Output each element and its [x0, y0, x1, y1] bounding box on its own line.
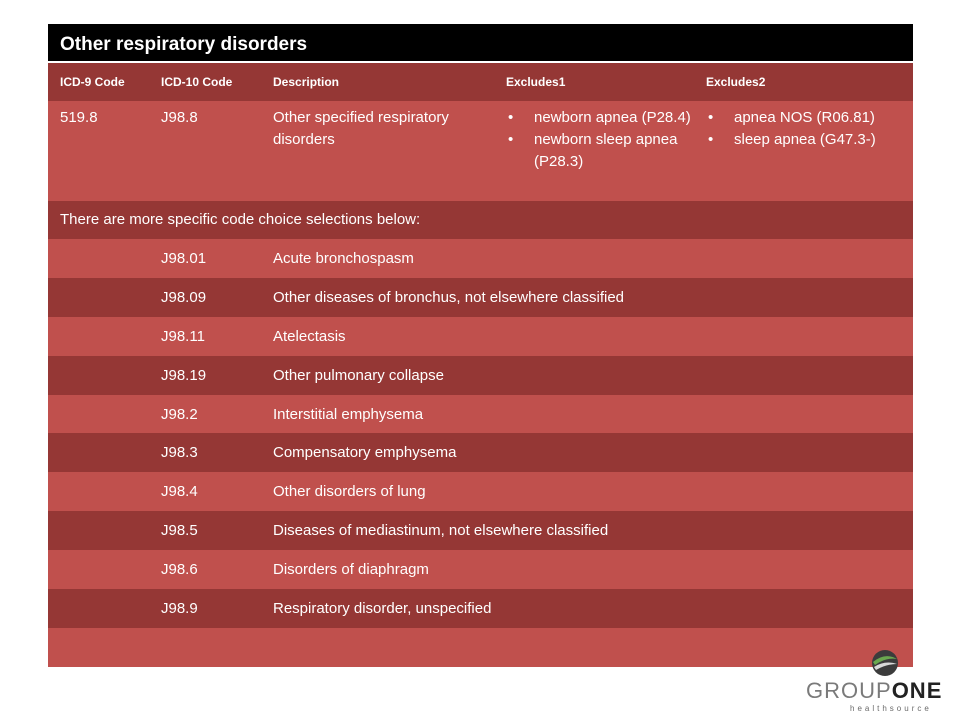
- row-code: J98.09: [161, 288, 207, 306]
- row-description: Other pulmonary collapse: [273, 366, 444, 384]
- logo-tagline: healthsource: [850, 704, 932, 713]
- excludes2-item: • apnea NOS (R06.81): [734, 107, 913, 129]
- row-code: J98.19: [161, 366, 207, 384]
- row-description: Compensatory emphysema: [273, 444, 457, 462]
- logo-wordmark: [806, 678, 942, 704]
- table-row: [48, 278, 913, 317]
- slide: [48, 24, 913, 667]
- main-code-row: [48, 101, 913, 201]
- row-description: Respiratory disorder, unspecified: [273, 599, 492, 617]
- groupone-logo: [806, 648, 956, 714]
- row-code: J98.6: [161, 561, 198, 579]
- more-codes-note: There are more specific code choice selections below:: [48, 201, 913, 239]
- logo-word-one: ONE: [891, 678, 943, 703]
- header-description: Description: [273, 75, 340, 89]
- empty-table-row: [48, 628, 913, 667]
- row-description: Other diseases of bronchus, not elsewhere classified: [273, 288, 625, 306]
- excludes2-list: [706, 107, 913, 151]
- logo-word-group: GROUP: [806, 678, 892, 703]
- excludes1-list: [506, 107, 694, 173]
- table-row: [48, 589, 913, 628]
- row-description: Interstitial emphysema: [273, 405, 424, 423]
- header-icd10: ICD-10 Code: [161, 75, 233, 89]
- icd10-code: J98.8: [161, 109, 198, 126]
- row-description: Other disorders of lung: [273, 483, 426, 501]
- table-header-row: [48, 63, 913, 101]
- row-description: Disorders of diaphragm: [273, 561, 429, 579]
- table-row: [48, 472, 913, 511]
- table-row: [48, 433, 913, 472]
- excludes1-item: • newborn apnea (P28.4): [534, 107, 694, 129]
- icd9-code: 519.8: [60, 109, 98, 126]
- row-code: J98.2: [161, 405, 198, 423]
- header-excludes2: Excludes2: [706, 75, 766, 89]
- excludes2-item: • sleep apnea (G47.3-): [734, 129, 913, 151]
- page-title: Other respiratory disorders: [48, 24, 913, 63]
- table-row: [48, 395, 913, 434]
- table-row: [48, 239, 913, 278]
- code-description: Other specified respiratory disorders: [273, 109, 449, 148]
- excludes2-list-cell: [694, 107, 913, 151]
- table-row: [48, 356, 913, 395]
- table-row: [48, 511, 913, 550]
- row-code: J98.3: [161, 444, 198, 462]
- row-code: J98.11: [161, 327, 205, 345]
- row-description: Diseases of mediastinum, not elsewhere classified: [273, 522, 609, 540]
- header-icd9: ICD-9 Code: [60, 75, 125, 89]
- table-row: [48, 317, 913, 356]
- row-code: J98.5: [161, 522, 198, 540]
- table-row: [48, 550, 913, 589]
- header-excludes1: Excludes1: [506, 75, 566, 89]
- excludes1-item: • newborn sleep apnea (P28.3): [534, 129, 694, 173]
- row-code: J98.4: [161, 483, 198, 501]
- row-code: J98.9: [161, 599, 198, 617]
- excludes1-list-cell: [494, 107, 694, 173]
- swirl-logo-icon: [870, 648, 900, 678]
- row-code: J98.01: [161, 249, 207, 267]
- row-description: Acute bronchospasm: [273, 249, 414, 267]
- row-description: Atelectasis: [273, 327, 346, 345]
